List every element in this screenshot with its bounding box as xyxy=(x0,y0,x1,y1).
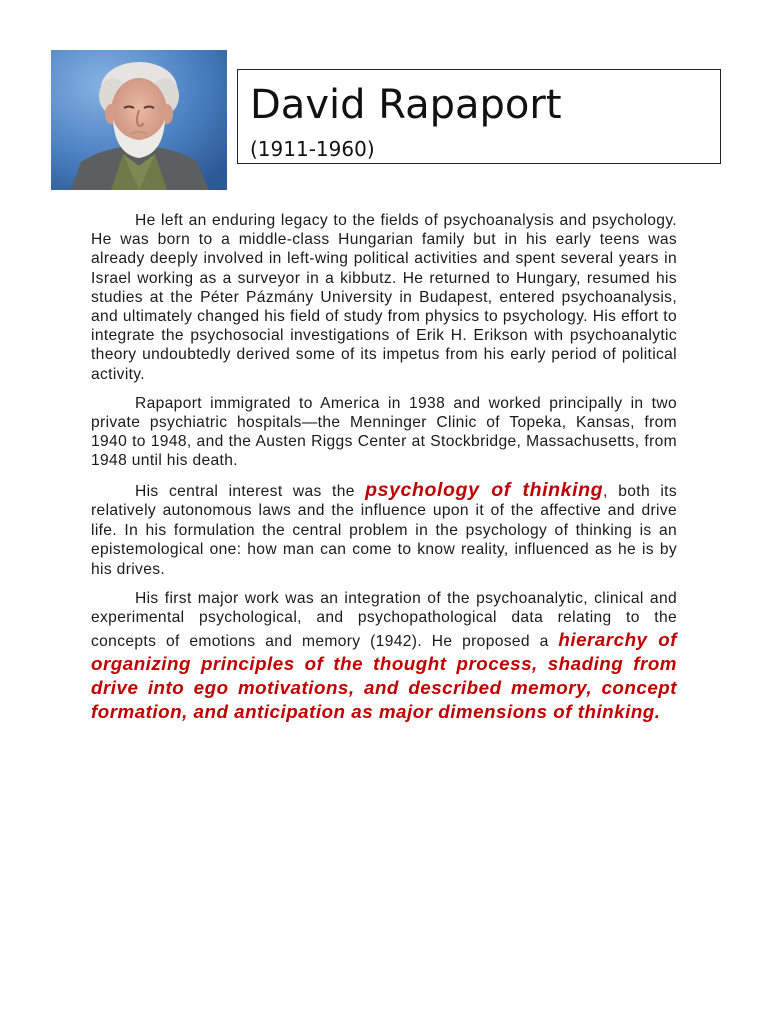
paragraph-america: Rapaport immigrated to America in 1938 and worked principally in two private psychiatric hospitals—the Menninger Clinic of Topeka, Kansas, from 1940 to 1948, and the Austen Riggs Center at Stockbridge, Massachusetts, from 1948 until his death. xyxy=(91,394,677,470)
biography-text xyxy=(91,211,677,734)
paragraph-text: , both its relatively autonomous laws and the influence upon it of the affective and drive life. In his formulation the central problem in the psychology of thinking is an epistemological one: how man can come to know reality, influenced as he is by his drives. xyxy=(91,482,677,578)
paragraph-major-work xyxy=(91,589,677,723)
portrait-illustration xyxy=(51,50,227,190)
highlight-hierarchy: hierarchy of organizing principles of the thought process, shading from drive into ego motivations, and described memory, concept formation, and anticipation as major dimensions of thinking. xyxy=(91,628,677,722)
portrait-photo xyxy=(51,50,227,190)
paragraph-legacy: He left an enduring legacy to the fields of psychoanalysis and psychology. He was born to a middle-class Hungarian family but in his early teens was already deeply involved in left-wing political activities and spent several years in Israel working as a surveyor in a kibbutz. He returned to Hungary, resumed his studies at the Péter Pázmány University in Budapest, entered psychoanalysis, and ultimately changed his field of study from physics to psychology. His effort to integrate the psychosocial investigations of Erik H. Erikson with psychoanalytic theory undoubtedly derived some of its impetus from his early period of political activity. xyxy=(91,212,677,383)
paragraph-text: His central interest was the xyxy=(135,482,366,500)
paragraph-text: His first major work was an integration of the psychoanalytic, clinical and experimental psychological, and psychopathological data relating to the concepts of emotions and memory (1942). He proposed a xyxy=(91,590,677,650)
paragraph-central-interest xyxy=(91,478,677,580)
highlight-psychology-of-thinking: psychology of thinking xyxy=(365,478,604,501)
page-title: David Rapaport xyxy=(250,82,562,128)
title-box xyxy=(237,69,721,164)
life-dates: (1911-1960) xyxy=(250,137,375,161)
